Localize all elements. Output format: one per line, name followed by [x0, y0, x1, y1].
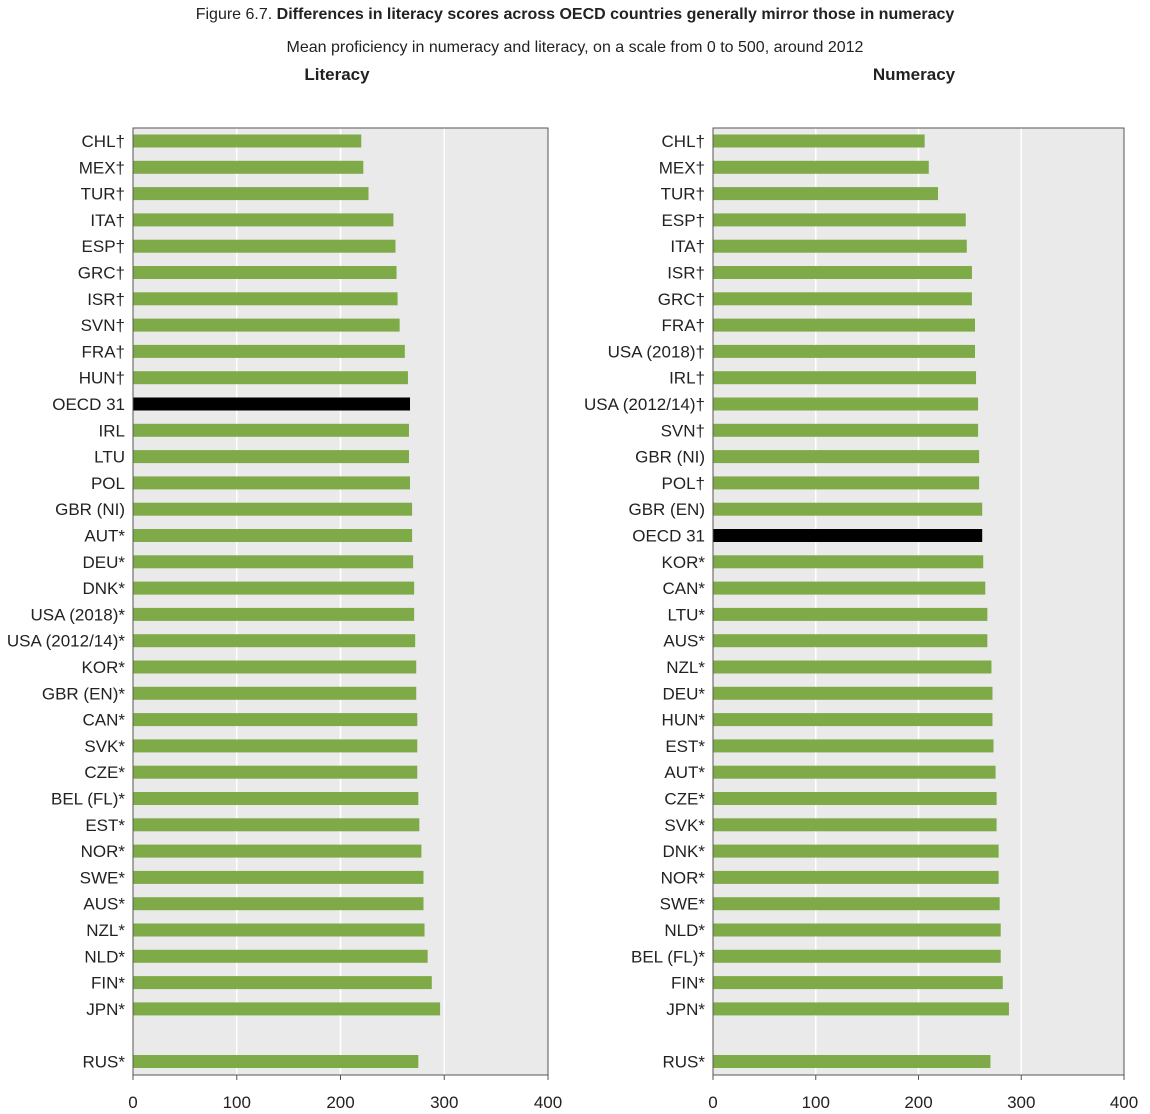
category-label: GRC† [77, 263, 125, 283]
x-tick-label: 300 [430, 1093, 459, 1112]
category-label: SVK* [84, 736, 125, 756]
bar [713, 582, 985, 595]
bar [133, 582, 414, 595]
category-label: KOR* [661, 552, 705, 572]
category-label: JPN* [666, 999, 705, 1019]
bar [133, 924, 425, 937]
bar [133, 240, 395, 253]
bar [133, 476, 410, 489]
category-label: KOR* [81, 658, 125, 677]
category-label: AUS* [83, 894, 125, 914]
category-label: MEX† [658, 158, 705, 178]
bar [713, 503, 982, 516]
category-label: IRL [98, 421, 125, 441]
x-tick-label: 200 [326, 1093, 355, 1112]
bar [133, 766, 417, 779]
x-tick-label: 0 [708, 1093, 718, 1112]
category-label: MEX† [78, 158, 125, 178]
category-label: JPN* [86, 999, 125, 1019]
category-label: GBR (EN) [628, 500, 705, 520]
bar [713, 661, 991, 674]
bar [133, 424, 409, 437]
bar [713, 1055, 990, 1068]
bar [133, 292, 398, 305]
chart-numeracy [584, 65, 1138, 1112]
bar [133, 845, 421, 858]
bar [133, 634, 415, 647]
bar [713, 792, 997, 805]
bar [713, 739, 994, 752]
category-label: RUS* [662, 1052, 705, 1072]
bar [133, 687, 416, 700]
category-label: CZE* [84, 763, 125, 783]
bar [713, 871, 999, 884]
category-label: NLD* [84, 947, 125, 967]
bar [713, 845, 999, 858]
category-label: ITA† [90, 210, 125, 230]
category-label: CHL† [661, 132, 705, 151]
figure-label: Figure 6.7. [195, 6, 277, 23]
category-label: NLD* [664, 921, 705, 940]
bar [133, 213, 393, 226]
bar [713, 555, 983, 568]
category-label: BEL (FL)* [50, 789, 125, 809]
category-label: FRA† [81, 342, 125, 362]
category-label: FIN* [91, 973, 125, 993]
category-label: HUN* [661, 710, 705, 730]
x-tick-label: 100 [801, 1093, 830, 1112]
category-label: EST* [85, 815, 125, 835]
category-label: NOR* [660, 868, 705, 888]
bar [133, 608, 414, 621]
bar [133, 1002, 440, 1015]
category-label: NOR* [80, 842, 125, 862]
bar [133, 398, 410, 411]
category-label: TUR† [660, 184, 705, 204]
category-label: USA (2018)† [607, 342, 705, 362]
bar [713, 161, 929, 174]
bar [133, 739, 417, 752]
category-label: FRA† [661, 316, 705, 336]
category-label: AUT* [84, 526, 125, 546]
figure-subtitle: Mean proficiency in numeracy and literacy, on a scale from 0 to 500, around 2012 [286, 39, 864, 56]
x-tick-label: 300 [1007, 1093, 1036, 1112]
category-label: USA (2018)* [30, 605, 125, 625]
category-label: POL [90, 473, 125, 493]
category-label: SVK* [664, 815, 705, 835]
category-label: AUT* [664, 763, 705, 783]
category-label: LTU* [667, 605, 705, 625]
category-label: CHL† [81, 132, 125, 151]
category-label: CAN* [82, 710, 125, 730]
category-label: SVN† [80, 316, 125, 336]
figure-title-text: Differences in literacy scores across OECD countries generally mirror those in numeracy [276, 6, 955, 23]
category-label: ESP† [661, 210, 705, 230]
bar [133, 266, 397, 279]
category-label: GBR (NI) [55, 500, 125, 520]
bar [133, 371, 408, 384]
bar [133, 950, 428, 963]
category-label: OECD 31 [632, 526, 705, 546]
bar [713, 345, 975, 358]
category-label: GBR (EN)* [41, 684, 125, 704]
category-label: ISR† [87, 289, 125, 309]
bar [713, 398, 978, 411]
bar [713, 424, 978, 437]
bar [133, 529, 412, 542]
x-tick-label: 200 [904, 1093, 933, 1112]
bar [713, 371, 976, 384]
category-label: AUS* [663, 631, 705, 651]
category-label: TUR† [80, 184, 125, 204]
bar [713, 135, 925, 148]
bar [133, 871, 424, 884]
bar [713, 450, 979, 463]
category-label: LTU [94, 447, 125, 467]
bar [713, 976, 1003, 989]
bar [713, 818, 997, 831]
x-tick-label: 400 [533, 1093, 563, 1112]
bar [133, 792, 418, 805]
bar [133, 135, 361, 148]
category-label: DNK* [82, 579, 125, 599]
bar [713, 924, 1001, 937]
bar [713, 292, 972, 305]
bar [133, 661, 416, 674]
bar [133, 976, 432, 989]
bar [133, 345, 405, 358]
bar [713, 897, 1000, 910]
bar [713, 608, 987, 621]
bar [133, 161, 363, 174]
bar [713, 319, 975, 332]
bar [133, 555, 413, 568]
category-label: USA (2012/14)* [6, 631, 125, 651]
bar [713, 266, 972, 279]
category-label: ITA† [670, 237, 705, 257]
category-label: ISR† [667, 263, 705, 283]
bar [133, 503, 412, 516]
category-label: GBR (NI) [635, 447, 705, 467]
bar [713, 476, 979, 489]
category-label: USA (2012/14)† [584, 395, 705, 414]
category-label: OECD 31 [52, 395, 125, 414]
category-label: SWE* [659, 894, 705, 914]
panel-title: Numeracy [872, 65, 956, 84]
category-label: SVN† [660, 421, 705, 441]
x-tick-label: 0 [128, 1093, 138, 1112]
category-label: SWE* [79, 868, 125, 888]
category-label: ESP† [81, 237, 125, 257]
category-label: NZL* [86, 921, 125, 940]
bar [713, 187, 938, 200]
bar [713, 950, 1001, 963]
category-label: FIN* [671, 973, 705, 993]
bar [133, 1055, 418, 1068]
category-label: CZE* [664, 789, 705, 809]
category-label: DNK* [662, 842, 705, 862]
chart-literacy [7, 65, 562, 1112]
bar [133, 818, 419, 831]
category-label: GRC† [657, 289, 705, 309]
bar [713, 529, 982, 542]
x-tick-label: 400 [1109, 1093, 1139, 1112]
bar [133, 897, 424, 910]
x-tick-label: 100 [222, 1093, 251, 1112]
bar [713, 634, 987, 647]
category-label: CAN* [662, 579, 705, 599]
bar [133, 713, 417, 726]
bar [713, 766, 996, 779]
bar [713, 213, 966, 226]
bar [713, 687, 992, 700]
category-label: IRL† [669, 368, 705, 388]
bar [133, 450, 409, 463]
category-label: DEU* [662, 684, 705, 704]
bar [713, 713, 992, 726]
category-label: HUN† [78, 368, 125, 388]
bar [133, 187, 369, 200]
category-label: DEU* [82, 552, 125, 572]
category-label: EST* [665, 736, 705, 756]
category-label: BEL (FL)* [630, 947, 705, 967]
bar [133, 319, 400, 332]
panel-title: Literacy [304, 65, 370, 84]
category-label: POL† [661, 473, 705, 493]
bar [713, 240, 967, 253]
bar [713, 1002, 1009, 1015]
category-label: NZL* [666, 658, 705, 677]
category-label: RUS* [82, 1052, 125, 1072]
